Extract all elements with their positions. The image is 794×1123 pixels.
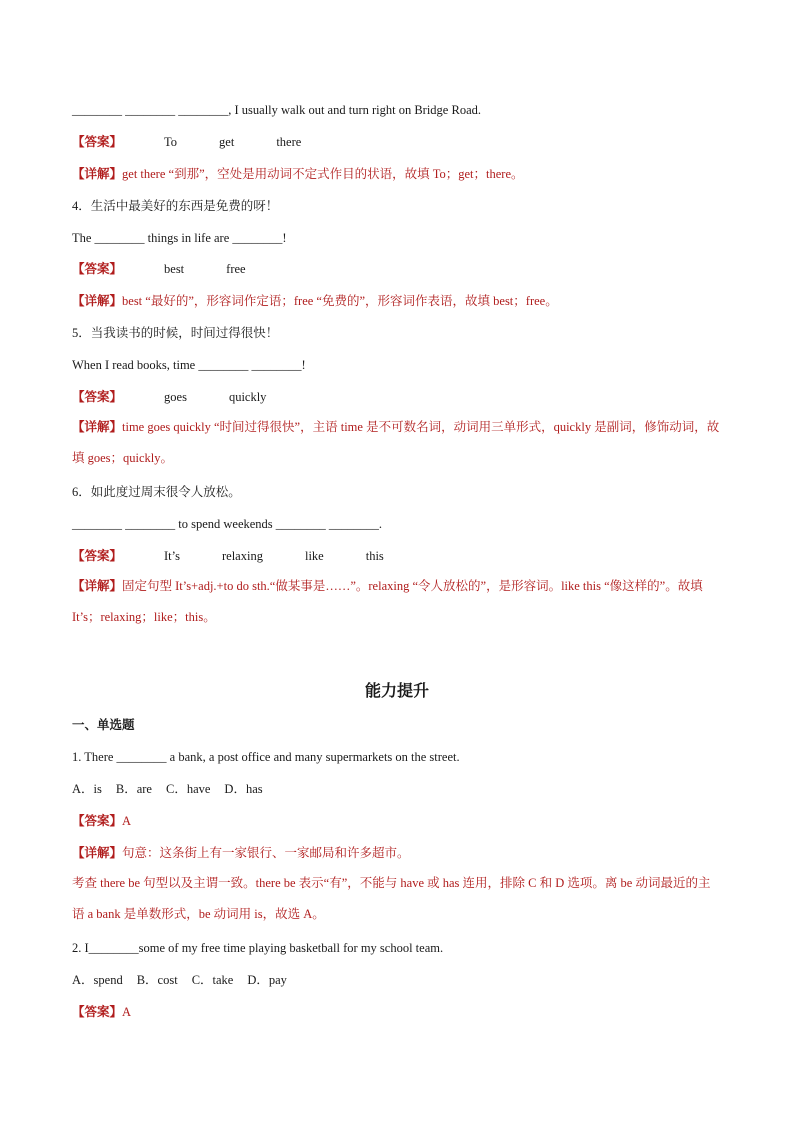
q3-answer-2: get (219, 135, 235, 149)
q6-answer-4: this (365, 549, 384, 563)
q5-answer-line (72, 388, 722, 406)
mc1-option-a: A．is (72, 782, 102, 796)
mc1-explain-2: 考查 there be 句型以及主谓一致。there be 表示“有”，不能与 have 或 has 连用，排除 C 和 D 选项。离 be 动词最近的主语 a bank 是单数形式，be 动词用 is，故选 A。 (72, 876, 711, 921)
q4-explain-line (72, 292, 722, 310)
mc1-option-b: B．are (115, 782, 152, 796)
mc1-stem: 1. There ________ a bank, a post office and many supermarkets on the street. (72, 750, 460, 764)
answer-tag: 【答案】 (72, 262, 123, 276)
q6-answer-1: It’s (164, 549, 180, 563)
explain-tag: 【详解】 (72, 167, 123, 181)
explain-tag: 【详解】 (72, 294, 123, 308)
mc2-option-b: B．cost (136, 973, 178, 987)
q6-answer-2: relaxing (222, 549, 263, 563)
q3-answer-1: To (164, 135, 178, 149)
answer-tag: 【答案】 (72, 1005, 123, 1019)
mc2-answer: A (122, 1005, 132, 1019)
subsection-title: 一、单选题 (72, 717, 135, 732)
answer-tag: 【答案】 (72, 390, 123, 404)
q6-answer-3: like (304, 549, 324, 563)
mc1-option-c: C．have (165, 782, 211, 796)
q4-stem: The ________ things in life are ________! (72, 231, 287, 245)
q3-stem: ________ ________ ________, I usually walk out and turn right on Bridge Road. (72, 103, 481, 117)
explain-tag: 【详解】 (72, 579, 123, 593)
q6-explain-line (72, 571, 722, 633)
mc1-explain-1: 句意：这条街上有一家银行、一家邮局和许多超市。 (122, 846, 410, 860)
answer-tag: 【答案】 (72, 549, 123, 563)
q4-chinese: 4．生活中最美好的东西是免费的呀！ (72, 199, 279, 213)
mc2-option-d: D．pay (247, 973, 287, 987)
q4-answer-1: best (164, 262, 185, 276)
q4-answer-2: free (226, 262, 246, 276)
q5-chinese: 5．当我读书的时候，时间过得很快！ (72, 326, 279, 340)
mc2-stem: 2. I________some of my free time playing basketball for my school team. (72, 941, 444, 955)
q5-answer-2: quickly (228, 390, 267, 404)
q5-stem: When I read books, time ________ ________! (72, 358, 306, 372)
q5-explain-line (72, 412, 722, 474)
answer-tag: 【答案】 (72, 135, 123, 149)
q5-explain: time goes quickly “时间过得很快”，主语 time 是不可数名词，动词用三单形式，quickly 是副词，修饰动词，故填 goes；quickly。 (72, 420, 720, 465)
answer-tag: 【答案】 (72, 814, 123, 828)
mc2-answer-line (72, 1003, 722, 1021)
mc1-option-d: D．has (224, 782, 263, 796)
mc1-answer: A (122, 814, 132, 828)
mc2-options (72, 971, 722, 989)
q5-answer-1: goes (164, 390, 187, 404)
mc1-explain-line (72, 844, 722, 862)
q3-explain-line (72, 165, 722, 183)
mc1-answer-line (72, 812, 722, 830)
q4-answer-line (72, 260, 722, 278)
q6-chinese: 6．如此度过周末很令人放松。 (72, 485, 241, 499)
q4-explain: best “最好的”，形容词作定语；free “免费的”，形容词作表语，故填 best；free。 (122, 294, 558, 308)
mc2-option-c: C．take (191, 973, 234, 987)
q3-answer-3: there (276, 135, 302, 149)
q3-answer-line (72, 133, 722, 151)
section-title: 能力提升 (364, 681, 429, 700)
mc1-options (72, 780, 722, 798)
q6-explain: 固定句型 It’s+adj.+to do sth.“做某事是……”。relaxing “令人放松的”，是形容词。like this “像这样的”。故填 It’s；relaxing；like；this。 (72, 579, 703, 624)
mc2-option-a: A．spend (72, 973, 123, 987)
q6-answer-line (72, 547, 722, 565)
q6-stem: ________ ________ to spend weekends ________ ________. (72, 517, 383, 531)
q3-explain: get there “到那”，空处是用动词不定式作目的状语，故填 To；get；there。 (122, 167, 524, 181)
explain-tag: 【详解】 (72, 846, 123, 860)
explain-tag: 【详解】 (72, 420, 123, 434)
